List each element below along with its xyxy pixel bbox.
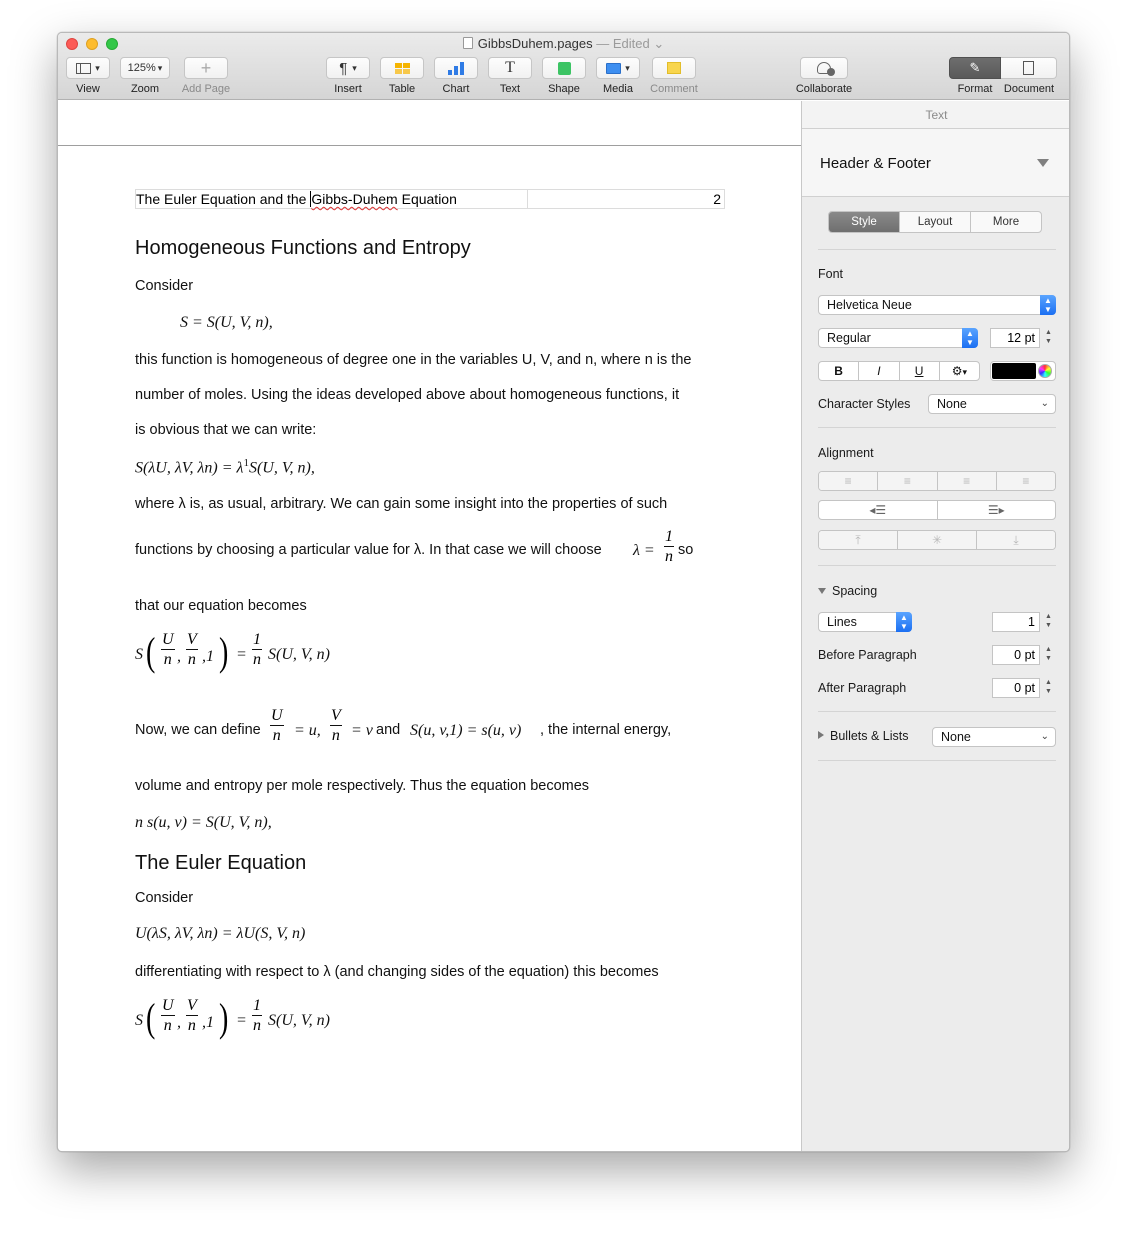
lambda-equals: λ =: [633, 542, 655, 559]
collaborate-tool[interactable]: [792, 57, 856, 95]
document-canvas[interactable]: [58, 101, 801, 1151]
right-paren: ): [218, 995, 229, 1040]
chevron-down-icon: ▾: [352, 62, 357, 73]
decrease-indent-icon[interactable]: ◂☰: [869, 503, 887, 517]
media-tool[interactable]: [595, 57, 641, 95]
header-left-cell[interactable]: [136, 190, 528, 208]
tab-more[interactable]: More: [970, 212, 1041, 232]
fraction-denominator: n: [665, 548, 673, 565]
shape-button[interactable]: [542, 57, 586, 79]
equation-part: S(U, V, n): [268, 646, 330, 663]
document-button[interactable]: [1001, 57, 1057, 79]
equation-part: = u,: [294, 722, 321, 739]
up-down-arrows-icon: ▲ ▼: [896, 612, 912, 632]
pilcrow-icon: ¶: [339, 59, 348, 77]
chevron-down-icon: ▾: [625, 62, 630, 73]
chevron-down-icon: ⌄: [1040, 398, 1049, 409]
paragraph-line: number of moles. Using the ideas developed above about homogeneous functions, it: [135, 387, 680, 403]
fraction-denominator: n: [187, 1017, 196, 1034]
text-box-icon: T: [505, 59, 515, 76]
add-page-button[interactable]: [184, 57, 228, 79]
fraction-denominator: n: [161, 649, 175, 670]
comment-label: Comment: [650, 83, 698, 95]
font-family-value: Helvetica Neue: [827, 298, 912, 312]
align-right-icon[interactable]: ≡: [937, 472, 996, 490]
equation-homogeneous-scaling: [135, 457, 315, 477]
shape-tool[interactable]: [541, 57, 587, 95]
header-center-cell[interactable]: [528, 190, 664, 208]
equation-part: S(U, V, n),: [248, 459, 315, 477]
view-label: View: [76, 83, 100, 95]
font-label: Font: [818, 267, 844, 281]
paragraph-line: differentiating with respect to λ (and changing sides of the equation) this becomes: [135, 964, 659, 980]
table-label: Table: [388, 83, 416, 95]
text-color-swatch: [992, 363, 1036, 379]
chevron-down-icon: ▾: [157, 62, 163, 73]
page-break: [58, 145, 801, 146]
disclosure-triangle-icon: [818, 731, 824, 739]
paragraph-text: and: [376, 722, 401, 738]
line-spacing-mode: Lines: [827, 615, 857, 629]
window-title: [58, 36, 1069, 52]
tab-style[interactable]: Style: [829, 212, 899, 232]
chevron-down-icon: ▾: [962, 367, 968, 377]
page-header[interactable]: [135, 189, 725, 209]
line-spacing-stepper[interactable]: ▲ ▼: [1045, 613, 1052, 629]
equation-part: ,1: [202, 648, 214, 665]
bullets-lists-popup[interactable]: [932, 727, 1056, 747]
paragraph-text: , the internal energy,: [540, 722, 672, 738]
gear-icon: ⚙: [951, 364, 963, 378]
fraction-numerator: U: [162, 631, 174, 648]
collaborate-label: Collaborate: [795, 83, 853, 95]
bar-chart-icon: [448, 62, 464, 75]
divider: [818, 427, 1056, 428]
fraction-v-over-n: [330, 707, 342, 746]
document-icon: [463, 37, 473, 49]
text-color-well[interactable]: [990, 361, 1056, 381]
paragraph-line-with-fraction: [135, 542, 602, 558]
up-down-arrows-icon: ▲ ▼: [1040, 295, 1056, 315]
zoom-value: 125%: [127, 62, 156, 74]
fraction-numerator: V: [187, 997, 197, 1014]
font-size-stepper[interactable]: ▲ ▼: [1045, 329, 1052, 345]
text-options-gear-icon[interactable]: [939, 362, 979, 380]
inspector-segmented-control: [949, 57, 1057, 79]
equation-symbol: S: [135, 1012, 143, 1029]
font-style-value: Regular: [827, 331, 871, 345]
paragraph-style-header[interactable]: [802, 129, 1070, 197]
align-top-icon[interactable]: ⤒: [819, 531, 897, 549]
fraction-denominator: n: [161, 1015, 175, 1036]
comment-tool[interactable]: [648, 57, 700, 95]
chart-tool[interactable]: [433, 57, 479, 95]
paragraph-text: so: [678, 542, 694, 558]
text-tool[interactable]: [487, 57, 533, 95]
format-inspector: [801, 101, 1070, 1151]
equation-euler-scaling: U(λS, λV, λn) = λU(S, V, n): [135, 925, 306, 942]
inspector-tabs: [828, 211, 1042, 233]
comment-note-icon: [667, 62, 681, 74]
bullets-lists-toggle[interactable]: [818, 729, 909, 743]
plus-icon: +: [200, 57, 212, 78]
zoom-tool[interactable]: [120, 57, 170, 95]
left-paren: (: [145, 629, 156, 674]
underline-button[interactable]: U: [899, 362, 939, 380]
header-page-number[interactable]: 2: [713, 191, 721, 207]
fraction-denominator: n: [270, 725, 284, 746]
spacing-section-toggle[interactable]: [818, 584, 877, 598]
paragraph-line: is obvious that we can write:: [135, 422, 317, 438]
heading-euler-equation: The Euler Equation: [135, 852, 307, 874]
fraction-numerator: 1: [665, 528, 673, 545]
character-styles-popup[interactable]: [928, 394, 1056, 414]
horizontal-alignment-buttons: [818, 471, 1056, 491]
after-paragraph-label: After Paragraph: [818, 681, 907, 695]
insert-label: Insert: [334, 83, 362, 95]
view-button[interactable]: [66, 57, 110, 79]
fraction-numerator: 1: [253, 997, 261, 1014]
shape-square-icon: [558, 62, 571, 75]
document-label: Document: [1003, 83, 1055, 95]
disclosure-triangle-icon: [818, 588, 826, 594]
equation-part: ,1: [202, 1014, 214, 1031]
equation-comma: ,: [177, 648, 181, 665]
color-wheel-icon[interactable]: [1038, 364, 1052, 378]
chevron-down-icon: ▾: [95, 62, 100, 73]
before-paragraph-field[interactable]: 0 pt: [992, 645, 1040, 665]
zoom-button[interactable]: [120, 57, 170, 79]
paragraph-style-name: Header & Footer: [820, 155, 931, 172]
paragraph-text: Now, we can define: [135, 722, 261, 738]
fraction-u-over-n: [161, 997, 175, 1036]
align-center-icon[interactable]: ≡: [877, 472, 936, 490]
zoom-label: Zoom: [130, 83, 160, 95]
fraction-denominator: n: [331, 727, 340, 744]
media-button[interactable]: [596, 57, 640, 79]
paragraph-line: where λ is, as usual, arbitrary. We can gain some insight into the properties of such: [135, 496, 668, 512]
line-spacing-field[interactable]: 1: [992, 612, 1040, 632]
photo-icon: [606, 63, 621, 74]
chart-button[interactable]: [434, 57, 478, 79]
insert-button[interactable]: [326, 57, 370, 79]
equation-equals: =: [236, 646, 247, 663]
equation-molar-relation: n s(u, v) = S(U, V, n),: [135, 814, 272, 831]
bullets-lists-value: None: [941, 730, 971, 744]
misspelled-word[interactable]: Gibbs-Duhem: [311, 191, 398, 207]
fraction-u-over-n: [161, 631, 175, 670]
equation-symbol: S: [135, 646, 143, 663]
equation-part: S(λU, λV, λn) = λ: [135, 459, 244, 477]
equation-entropy: S = S(U, V, n),: [180, 314, 273, 331]
insert-tool[interactable]: [325, 57, 371, 95]
text-button[interactable]: [488, 57, 532, 79]
equation-equals: =: [236, 1012, 247, 1029]
align-middle-icon[interactable]: ✳: [897, 531, 976, 549]
align-bottom-icon[interactable]: ⤓: [976, 531, 1055, 549]
document-page-icon: [1023, 61, 1034, 75]
vertical-alignment-buttons: [818, 530, 1056, 550]
bold-button[interactable]: B: [834, 364, 843, 378]
fraction-denominator: n: [187, 651, 196, 668]
view-tool[interactable]: [66, 57, 110, 95]
shape-label: Shape: [548, 83, 580, 95]
before-paragraph-label: Before Paragraph: [818, 648, 917, 662]
paragraph-line: this function is homogeneous of degree one in the variables U, V, and n, where n is the: [135, 352, 692, 368]
fraction-denominator: n: [253, 1017, 261, 1034]
title-separator: —: [592, 36, 613, 51]
paragraph-line: volume and entropy per mole respectively. Thus the equation becomes: [135, 778, 590, 794]
fraction-one-over-n: [252, 997, 262, 1036]
tab-layout[interactable]: Layout: [899, 212, 970, 232]
paragraph-line: that our equation becomes: [135, 598, 307, 614]
alignment-label: Alignment: [818, 446, 874, 460]
header-title-part: The Euler Equation and the: [136, 191, 311, 207]
chart-label: Chart: [442, 83, 470, 95]
before-paragraph-stepper[interactable]: ▲ ▼: [1045, 646, 1052, 662]
after-paragraph-field[interactable]: 0 pt: [992, 678, 1040, 698]
increase-indent-icon[interactable]: ☰▸: [937, 501, 1056, 519]
titlebar: [58, 33, 1069, 100]
table-button[interactable]: [380, 57, 424, 79]
fraction-denominator: n: [253, 651, 261, 668]
up-down-arrows-icon: ▲ ▼: [962, 328, 978, 348]
bullets-lists-label: Bullets & Lists: [830, 729, 909, 743]
after-paragraph-stepper[interactable]: ▲ ▼: [1045, 679, 1052, 695]
collaborate-button[interactable]: [800, 57, 848, 79]
media-label: Media: [603, 83, 633, 95]
sidebar-layout-icon: [76, 63, 91, 74]
consider-text: Consider: [135, 890, 194, 906]
fraction-one-over-n: [252, 631, 262, 670]
divider: [818, 565, 1056, 566]
fraction-numerator: V: [187, 631, 197, 648]
header-title-part: Equation: [397, 191, 457, 207]
line-spacing-popup[interactable]: [818, 612, 912, 632]
character-styles-label: Character Styles: [818, 397, 911, 411]
chevron-down-icon: ⌄: [1040, 731, 1049, 742]
paintbrush-icon: ✎: [969, 60, 981, 75]
text-label: Text: [499, 83, 521, 95]
character-styles-value: None: [937, 397, 967, 411]
consider-text: Consider: [135, 278, 194, 294]
text-style-buttons: [818, 361, 980, 381]
font-style-popup[interactable]: [818, 328, 978, 348]
pages-window: [57, 32, 1070, 1152]
format-button[interactable]: [949, 57, 1001, 79]
disclosure-triangle-icon[interactable]: [1037, 159, 1049, 167]
font-family-popup[interactable]: [818, 295, 1056, 315]
inspector-switcher[interactable]: [949, 57, 1057, 95]
align-justify-icon[interactable]: ≡: [996, 472, 1055, 490]
inspector-labels: [949, 79, 1057, 95]
equation-comma: ,: [177, 1014, 181, 1031]
add-page-tool[interactable]: [179, 57, 233, 95]
left-paren: (: [145, 995, 156, 1040]
format-label: Format: [957, 83, 993, 95]
indent-buttons: [818, 500, 1056, 520]
window-filename: GibbsDuhem.pages: [477, 36, 593, 51]
collaborate-person-plus-icon: [817, 62, 831, 74]
edited-status[interactable]: Edited: [612, 36, 650, 51]
table-icon: [395, 63, 410, 74]
equation-molar-entropy: S(u, v,1) = s(u, v): [410, 722, 522, 739]
spacing-label: Spacing: [832, 584, 878, 598]
divider: [818, 760, 1056, 761]
fraction-v-over-n: [186, 631, 198, 670]
fraction-one-over-n: [664, 528, 674, 567]
fraction-v-over-n: [186, 997, 198, 1036]
fraction-numerator: U: [271, 707, 283, 724]
equation-part: S(U, V, n): [268, 1012, 330, 1029]
equation-superscript: 1: [243, 457, 249, 469]
divider: [818, 249, 1056, 250]
comment-button[interactable]: [652, 57, 696, 79]
italic-button[interactable]: I: [858, 362, 898, 380]
chevron-down-icon[interactable]: ⌄: [649, 36, 665, 51]
font-size-field[interactable]: 12 pt: [990, 328, 1040, 348]
heading-homogeneous-functions: Homogeneous Functions and Entropy: [135, 237, 471, 259]
fraction-numerator: V: [331, 707, 341, 724]
fraction-u-over-n: [270, 707, 284, 746]
align-left-icon[interactable]: ≡: [819, 472, 877, 490]
paragraph-text: functions by choosing a particular value for λ. In that case we will choose: [135, 542, 602, 558]
fraction-numerator: 1: [253, 631, 261, 648]
inspector-title: Text: [802, 101, 1070, 129]
equation-part: = v: [351, 722, 373, 739]
divider: [818, 711, 1056, 712]
right-paren: ): [218, 629, 229, 674]
table-tool[interactable]: [379, 57, 425, 95]
fraction-numerator: U: [162, 997, 174, 1014]
add-page-label: Add Page: [181, 83, 231, 95]
